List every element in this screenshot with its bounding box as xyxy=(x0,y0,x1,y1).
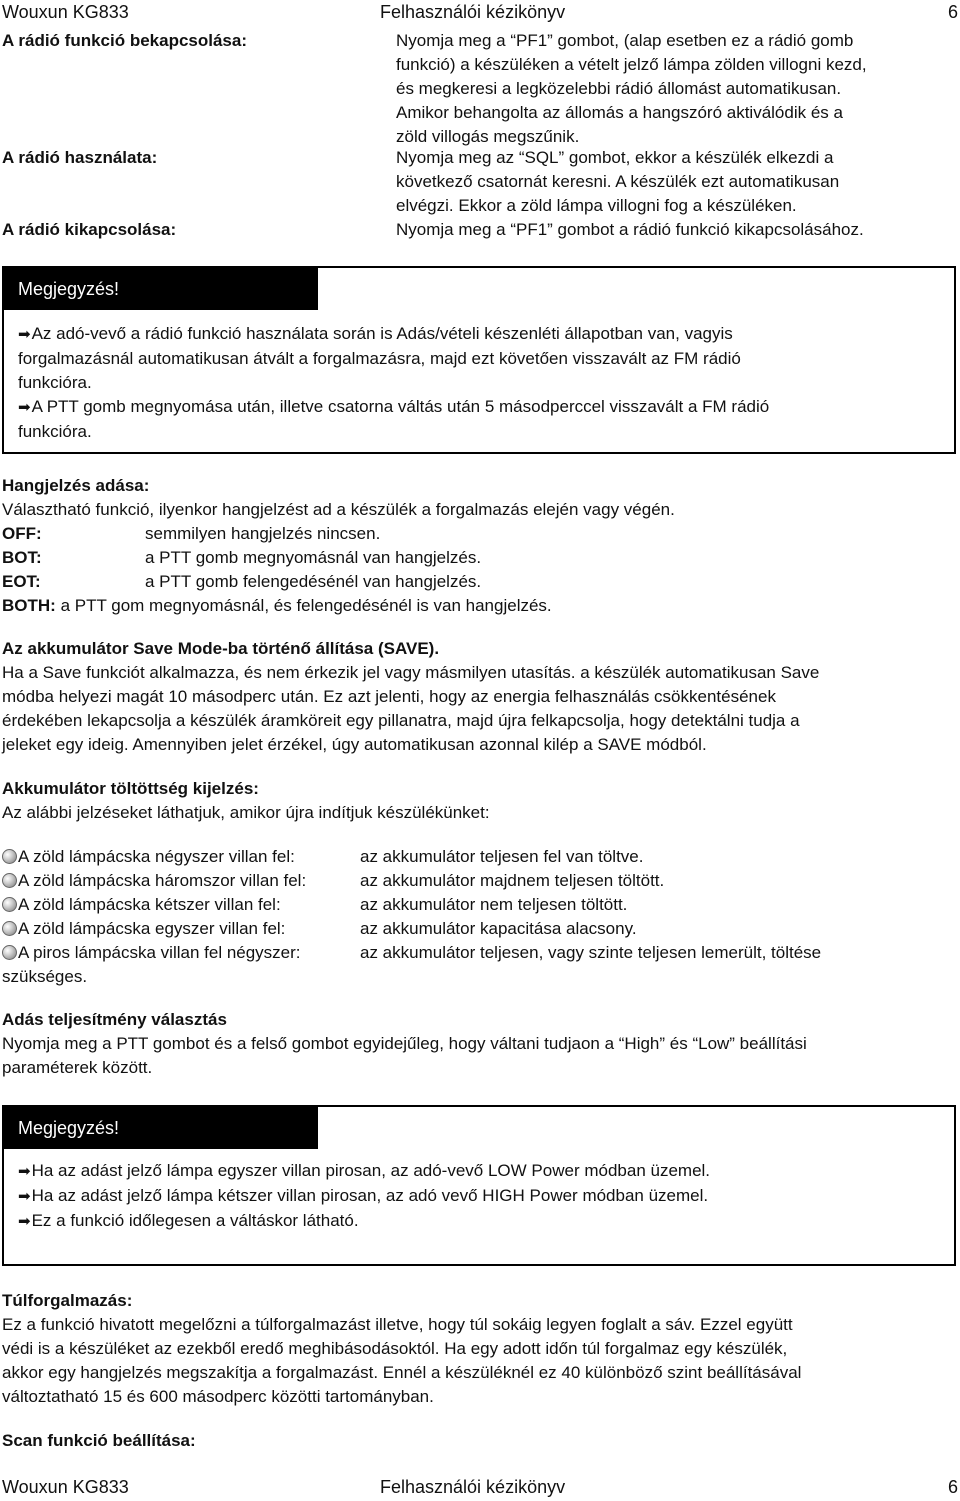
tone-value: a PTT gomb felengedésénél van hangjelzés. xyxy=(145,572,482,591)
text-line: Ha a Save funkciót alkalmazza, és nem érkezik jel vagy másmilyen utasítás. a készülék automatikusan Save xyxy=(2,663,820,682)
text-line: következő csatornát keresni. A készülék ezt automatikusan xyxy=(396,172,840,191)
note-box-1 xyxy=(2,266,956,454)
note-line xyxy=(18,1209,940,1234)
note-text: Az adó-vevő a rádió funkció használata során is Adás/vételi készenléti állapotban van, vagyis xyxy=(31,324,733,343)
battery-item xyxy=(2,941,956,965)
battery-section xyxy=(2,777,956,825)
note-title-2: Megjegyzés! xyxy=(4,1107,318,1149)
header-doc-title: Felhasználói kézikönyv xyxy=(380,2,566,22)
arrow-right-icon: ➡ xyxy=(18,326,31,343)
text-line: változtatható 15 és 600 másodperc közötti tartományban. xyxy=(2,1387,434,1406)
battery-value: az akkumulátor nem teljesen töltött. xyxy=(360,895,628,914)
header-model: Wouxun KG833 xyxy=(2,2,129,22)
tone-heading: Hangjelzés adása: xyxy=(2,476,150,495)
note-body-2 xyxy=(18,1159,940,1234)
text-line: jeleket egy ideig. Amennyiben jelet érzékel, úgy automatikusan azonnal kilép a SAVE módból. xyxy=(2,735,707,754)
battery-heading: Akkumulátor töltöttség kijelzés: xyxy=(2,779,259,798)
radio-off-text xyxy=(396,218,956,242)
arrow-right-icon: ➡ xyxy=(18,1188,31,1205)
note-line xyxy=(18,1184,940,1209)
tot-section xyxy=(2,1289,956,1409)
power-section xyxy=(2,1008,956,1080)
text-line: Nyomja meg a “PF1” gombot a rádió funkció kikapcsolásához. xyxy=(396,220,864,239)
radio-on-label: A rádió funkció bekapcsolása: xyxy=(2,31,247,50)
footer-doc-title: Felhasználói kézikönyv xyxy=(380,1477,566,1497)
footer-model: Wouxun KG833 xyxy=(2,1477,129,1497)
text-line: módba helyezi magát 10 másodperc után. Ez azt jelenti, hogy az energia felhasználás csökkentésének xyxy=(2,687,776,706)
note-line xyxy=(18,1159,940,1184)
battery-value: az akkumulátor teljesen fel van töltve. xyxy=(360,847,644,866)
battery-label: A zöld lámpácska négyszer villan fel: xyxy=(18,847,295,866)
note-body-1 xyxy=(18,322,940,444)
bullet-icon xyxy=(2,849,17,864)
note-box-2 xyxy=(2,1105,956,1266)
bullet-icon xyxy=(2,921,17,936)
tot-heading: Túlforgalmazás: xyxy=(2,1291,133,1310)
header-page-number: 6 xyxy=(947,2,958,22)
save-heading: Az akkumulátor Save Mode-ba történő állítása (SAVE). xyxy=(2,639,440,658)
tone-value: a PTT gom megnyomásnál, és felengedésénél is van hangjelzés. xyxy=(60,596,552,615)
battery-label: A zöld lámpácska kétszer villan fel: xyxy=(18,895,281,914)
text-line: és megkeresi a legközelebbi rádió állomást automatikusan. xyxy=(396,79,842,98)
battery-value: az akkumulátor kapacitása alacsony. xyxy=(360,919,637,938)
battery-label: A zöld lámpácska háromszor villan fel: xyxy=(18,871,307,890)
tone-key: BOT: xyxy=(2,548,42,567)
scan-heading: Scan funkció beállítása: xyxy=(2,1431,196,1450)
footer-page-number: 6 xyxy=(947,1477,958,1497)
arrow-right-icon: ➡ xyxy=(18,1163,31,1180)
note-line: funkcióra. xyxy=(18,373,92,392)
bullet-icon xyxy=(2,897,17,912)
text-line: Nyomja meg az “SQL” gombot, ekkor a készülék elkezdi a xyxy=(396,148,834,167)
tone-key: EOT: xyxy=(2,572,41,591)
note-line xyxy=(18,322,940,347)
page-header xyxy=(2,0,958,24)
text-line: Ez a funkció hivatott megelőzni a túlforgalmazást illetve, hogy túl sokáig legyen foglalt a sáv. Ezzel együtt xyxy=(2,1315,793,1334)
note-text: Ha az adást jelző lámpa kétszer villan pirosan, az adó vevő HIGH Power módban üzemel. xyxy=(31,1186,709,1205)
note-text: Ha az adást jelző lámpa egyszer villan pirosan, az adó-vevő LOW Power módban üzemel. xyxy=(31,1161,711,1180)
text-line: érdekében lekapcsolja a készülék áramköreit egy pillanatra, majd újra felkapcsolja, hogy detektálni tudja a xyxy=(2,711,800,730)
page-footer xyxy=(2,1475,958,1499)
battery-value: az akkumulátor majdnem teljesen töltött. xyxy=(360,871,665,890)
arrow-right-icon: ➡ xyxy=(18,399,31,416)
tone-key: OFF: xyxy=(2,524,42,543)
tone-value: semmilyen hangjelzés nincsen. xyxy=(145,524,381,543)
battery-intro: Az alábbi jelzéseket láthatjuk, amikor újra indítjuk készülékünket: xyxy=(2,803,490,822)
note-text: Ez a funkció időlegesen a váltáskor látható. xyxy=(31,1211,359,1230)
radio-off-label: A rádió kikapcsolása: xyxy=(2,220,177,239)
battery-item xyxy=(2,893,956,917)
bullet-icon xyxy=(2,873,17,888)
bullet-icon xyxy=(2,945,17,960)
text-line: Nyomja meg a “PF1” gombot, (alap esetben ez a rádió gomb xyxy=(396,31,854,50)
text-line: funkció) a készüléken a vételt jelző lámpa zölden villogni kezd, xyxy=(396,55,867,74)
radio-on-text xyxy=(396,29,956,149)
note-line: forgalmazásnál automatikusan átvált a forgalmazásra, majd ezt követően visszavált az FM rádió xyxy=(18,349,741,368)
battery-item xyxy=(2,869,956,893)
text-line: elvégzi. Ekkor a zöld lámpa villogni fog a készüléken. xyxy=(396,196,797,215)
note-line: funkcióra. xyxy=(18,422,92,441)
battery-label: A piros lámpácska villan fel négyszer: xyxy=(18,943,301,962)
radio-use-label: A rádió használata: xyxy=(2,148,158,167)
text-line: zöld villogás megszűnik. xyxy=(396,127,580,146)
tone-key: BOTH: xyxy=(2,596,56,615)
tone-intro: Választható funkció, ilyenkor hangjelzést ad a készülék a forgalmazás elején vagy végén. xyxy=(2,500,675,519)
battery-label: A zöld lámpácska egyszer villan fel: xyxy=(18,919,286,938)
text-line: akkor egy hangjelzés megszakítja a forgalmazást. Ennél a készüléknél ez 40 különböző szint beállításával xyxy=(2,1363,802,1382)
battery-tail: szükséges. xyxy=(2,967,88,986)
battery-value: az akkumulátor teljesen, vagy szinte teljesen lemerült, töltése xyxy=(360,943,822,962)
tone-value: a PTT gomb megnyomásnál van hangjelzés. xyxy=(145,548,482,567)
battery-item xyxy=(2,845,956,869)
arrow-right-icon: ➡ xyxy=(18,1213,31,1230)
text-line: Amikor behangolta az állomás a hangszóró aktiválódik és a xyxy=(396,103,843,122)
tone-section xyxy=(2,474,956,522)
tone-item-both xyxy=(2,594,956,618)
save-section xyxy=(2,637,956,757)
note-line xyxy=(18,395,940,420)
text-line: védi is a készüléket az ezekből eredő meghibásodásoktól. Ha egy adott időn túl forgalmaz egy készülék, xyxy=(2,1339,788,1358)
note-text: A PTT gomb megnyomása után, illetve csatorna váltás után 5 másodperccel visszavált a FM rádió xyxy=(31,397,770,416)
battery-item xyxy=(2,917,956,941)
radio-use-text xyxy=(396,146,956,218)
text-line: paraméterek között. xyxy=(2,1058,153,1077)
text-line: Nyomja meg a PTT gombot és a felső gombot egyidejűleg, hogy váltani tudjaon a “High” és “Low” beállítási xyxy=(2,1034,807,1053)
note-title-1: Megjegyzés! xyxy=(4,268,318,310)
power-heading: Adás teljesítmény választás xyxy=(2,1010,227,1029)
